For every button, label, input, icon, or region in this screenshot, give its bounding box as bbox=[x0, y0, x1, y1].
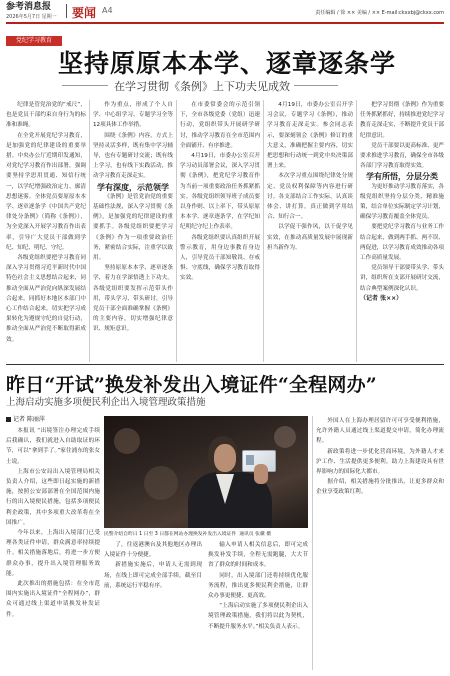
paragraph: 新措施实施后，申请人无需到现场，在线上即可完成全部手续。截至目前，系统运行平稳有序。 bbox=[104, 562, 202, 589]
page-number: A4 bbox=[102, 6, 113, 15]
photo-bokeh bbox=[114, 428, 140, 454]
page-header bbox=[6, 2, 444, 20]
byline: （记者 张××） bbox=[360, 294, 403, 302]
story1-column-1 bbox=[6, 100, 86, 362]
column-divider bbox=[263, 100, 264, 362]
topic-tag: 党纪学习教育 bbox=[6, 36, 62, 46]
photo-person-face bbox=[214, 444, 236, 472]
story2-subheadline: 上海启动实施多项便民利企出入境管理政策措施 bbox=[6, 397, 206, 408]
paragraph: 新政策将进一步优化营商环境，为外籍人才来沪工作、生活提供更多便利，助力上海建设具有世界影响力的国际化大都市。 bbox=[316, 448, 444, 476]
square-bullet-icon bbox=[6, 417, 11, 422]
paragraph: 坚持原原本本学、逐章逐条学，着力在学深悟透上下功夫。各级党组织要发挥示范带头作用，带头学习、带头研讨，引导党员干部全面准确掌握《条例》的主要内容，切实增强纪律意识、规矩意识。 bbox=[93, 265, 173, 333]
paragraph: 在全党开展党纪学习教育，是加强党的纪律建设的重要举措。中央办公厅近期印发通知，对党纪学习教育作出部署，强调要坚持学思用贯通、知信行统一，以学纪增强政治定力、廓清思想迷雾。全体党员要原原本本学、逐章逐条学《中国共产党纪律处分条例》（简称《条例》），为全党深入开展学习教育作出表率，引导广大党员干部做到学纪、知纪、明纪、守纪。 bbox=[6, 132, 86, 251]
paragraph: 4月19日，市委办公室召开学习会议，专题学习《条例》，推动学习教育走深走实。参会同志表示，要深刻领会《条例》修订的重大意义，准确把握主要内容，切实把思想和行动统一到党中央决策部署上来。 bbox=[267, 102, 353, 170]
paragraph: 外国人在上海办理居留许可可享受便利措施，允许外籍人员通过线上渠道提交申请，简化办理流程。 bbox=[316, 418, 444, 445]
section-subhead: 学有深度，示范领学 bbox=[97, 181, 169, 192]
story2-column-1 bbox=[6, 426, 100, 670]
paragraph: 在市委常委会的示范引领下，全市各级党委（党组）迅速行动，党组织带头开展研学研讨，推动学习教育在全市范围内全面铺开、有序推进。 bbox=[180, 102, 260, 149]
paragraph: 党员领导干部要带头学、带头讲，组织所在支部开展研讨交流，结合典型案例深化认识。 bbox=[360, 265, 444, 292]
masthead-logo: 参考消息报 bbox=[6, 2, 52, 12]
news-photo[interactable] bbox=[104, 416, 308, 528]
story2-column-2 bbox=[104, 540, 202, 670]
paragraph: 纪律是管党治党的“戒尺”，也是党员干部约束自身行为的标准和准绳。 bbox=[6, 102, 86, 129]
section-subhead: 学有所悟，分层分类 bbox=[366, 171, 438, 182]
section-title: 要闻 bbox=[72, 6, 97, 20]
story2-column-4 bbox=[316, 416, 444, 670]
editor-credit: 责任编辑 / 徐 ×× 美编 / ×× E-mail:ckxxbj@ckxx.com bbox=[315, 10, 444, 16]
paragraph: 上海市公安局出入境管理局相关负责人介绍，这些即日起实施的新措施，按照公安部部署在全国范围内施行的出入境便民措施，包括多项便民利企政策，其中多项重大改革将在全国推广。 bbox=[6, 468, 100, 526]
paragraph: 本报讯 “出境签注办理完成手续后我确认，我们就进入自助取证的环节，可以“拿到手了。”家住浦东的张女士说。 bbox=[6, 428, 100, 465]
paragraph: 把学习贯彻《条例》作为重要任务抓紧抓好，持续推进党纪学习教育走深走实，不断提升党员干部纪律意识。 bbox=[360, 102, 444, 139]
paragraph: 党员干部要以更高标准、更严要求推进学习教育，确保全市各级各部门学习教育取得实效。 bbox=[360, 142, 444, 170]
story-divider bbox=[6, 364, 444, 365]
paragraph: 《条例》是管党治党的重要基础性法规，深入学习贯彻《条例》，是加强党的纪律建设的重要抓手。各级党组织要把学习《条例》作为一项重要政治任务，紧密结合实际，注重学以致用。 bbox=[93, 193, 173, 262]
paragraph: 各级党组织要认真组织开展警示教育，用身边事教育身边人，引导党员干部知敬畏、存戒惧、守底线，确保学习教育取得实效。 bbox=[180, 234, 260, 282]
story1-column-3 bbox=[180, 100, 260, 362]
photo-caption: 民警介绍自昨日 1 日至 3 日都在网站办理换发补发出入境证件 通讯员 张骥 摄 bbox=[104, 532, 272, 537]
photo-bokeh bbox=[144, 466, 178, 500]
paragraph: 同时，出入境部门还将持续优化服务流程，推出更多便民利企措施，让群众办事更便捷、更高效。 bbox=[208, 572, 308, 600]
photo-bokeh bbox=[274, 426, 296, 448]
story1-column-4 bbox=[267, 100, 353, 362]
story1-subheadline: 在学习贯彻《条例》上下功夫见成效 bbox=[114, 80, 290, 93]
paragraph: 输入申请人相关信息后，即可完成换发补发手续，全程无需跑腿，大大节省了群众的时间和成本。 bbox=[208, 542, 308, 569]
story2-headline[interactable]: 昨日“开试”换发补发出入境证件“全程网办” bbox=[6, 374, 377, 396]
column-divider bbox=[176, 100, 177, 362]
paragraph: 了，往返港澳台及其他地区办理出入境证件十分便捷。 bbox=[104, 542, 202, 559]
issue-date: 2026年5月7日 星期一 bbox=[6, 14, 57, 20]
column-divider bbox=[89, 100, 90, 362]
paragraph: “上海启动实施了多项便民利企出入境管理政策措施，我们将以此为契机，不断提升服务水平。”相关负责人表示。 bbox=[208, 603, 308, 630]
paragraph: 据介绍，相关措施将分批推出，让更多群众和企业享受政策红利。 bbox=[316, 479, 444, 496]
story1-headline[interactable]: 坚持原原本本学、逐章逐条学 bbox=[58, 49, 397, 78]
column-divider bbox=[356, 100, 357, 362]
story1-column-2 bbox=[93, 100, 173, 362]
paragraph: 各级党组织要把学习教育同深入学习贯彻习近平新时代中国特色社会主义思想结合起来，同推动全面从严治党向纵深发展结合起来，同抓好本地区本部门中心工作结合起来，切实把学习成果转化为遵规守纪的自觉行动，推动全面从严治党不断取得新成效。 bbox=[6, 255, 86, 343]
paragraph: 为更好推动学习教育落实，各级党组织坚持分层分类、精准施策，结合单位实际制定学习计划，确保学习教育覆盖全体党员。 bbox=[360, 183, 444, 221]
photo-person-hand bbox=[254, 464, 268, 484]
paragraph: 今年以来，上海出入境部门已受理各类证件申请，群众满意率持续提升。相关措施落地后，将进一步方便群众办事，提升出入境管理服务效能。 bbox=[6, 530, 100, 577]
paragraph: 本次学习重点围绕纪律处分规定、党员权利保障等内容进行研讨。各支部结合工作实际，认真谈体会、讲打算，真正做到学用结合、知行合一。 bbox=[267, 173, 353, 221]
story2-reporter: 记者 陈丽萍 bbox=[6, 414, 45, 423]
header-rule bbox=[6, 22, 444, 24]
paragraph: 作为重点，形成了个人自学、中心组学习、专题学习全等12项具体工作举措。 bbox=[93, 102, 173, 129]
column-divider bbox=[312, 416, 313, 670]
story1-column-5 bbox=[360, 100, 444, 362]
story2-column-3 bbox=[208, 540, 308, 670]
paragraph: 4月19日，市委办公室召开学习动员部署会议，深入学习贯彻《条例》，把党纪学习教育作为当前一项重要政治任务抓紧抓实。各级党组织领导班子成员要以身作则、以上率下，带头原原本本学、逐章逐条学，在学纪知纪明纪守纪上作表率。 bbox=[180, 153, 260, 231]
paragraph: 此次推出的措施包括：在全市范围内实施出入境证件“全程网办”，群众可通过线上渠道申请换发补发证件。 bbox=[6, 581, 100, 618]
paragraph: 要把党纪学习教育与业务工作结合起来，做到两手抓、两不误、两促进，以学习教育成效推动各项工作高质量发展。 bbox=[360, 224, 444, 262]
paragraph: 以学促干强作风，以干促学见实效，在推动高质量发展中展现新担当新作为。 bbox=[267, 224, 353, 251]
paragraph: 围绕《条例》内容，方式上坚持灵活多样，既有集中学习辅导，也有专题研讨交流；既有线上学习，也有线下实践活动，推动学习教育走深走实。 bbox=[93, 132, 173, 180]
header-divider bbox=[66, 4, 67, 18]
